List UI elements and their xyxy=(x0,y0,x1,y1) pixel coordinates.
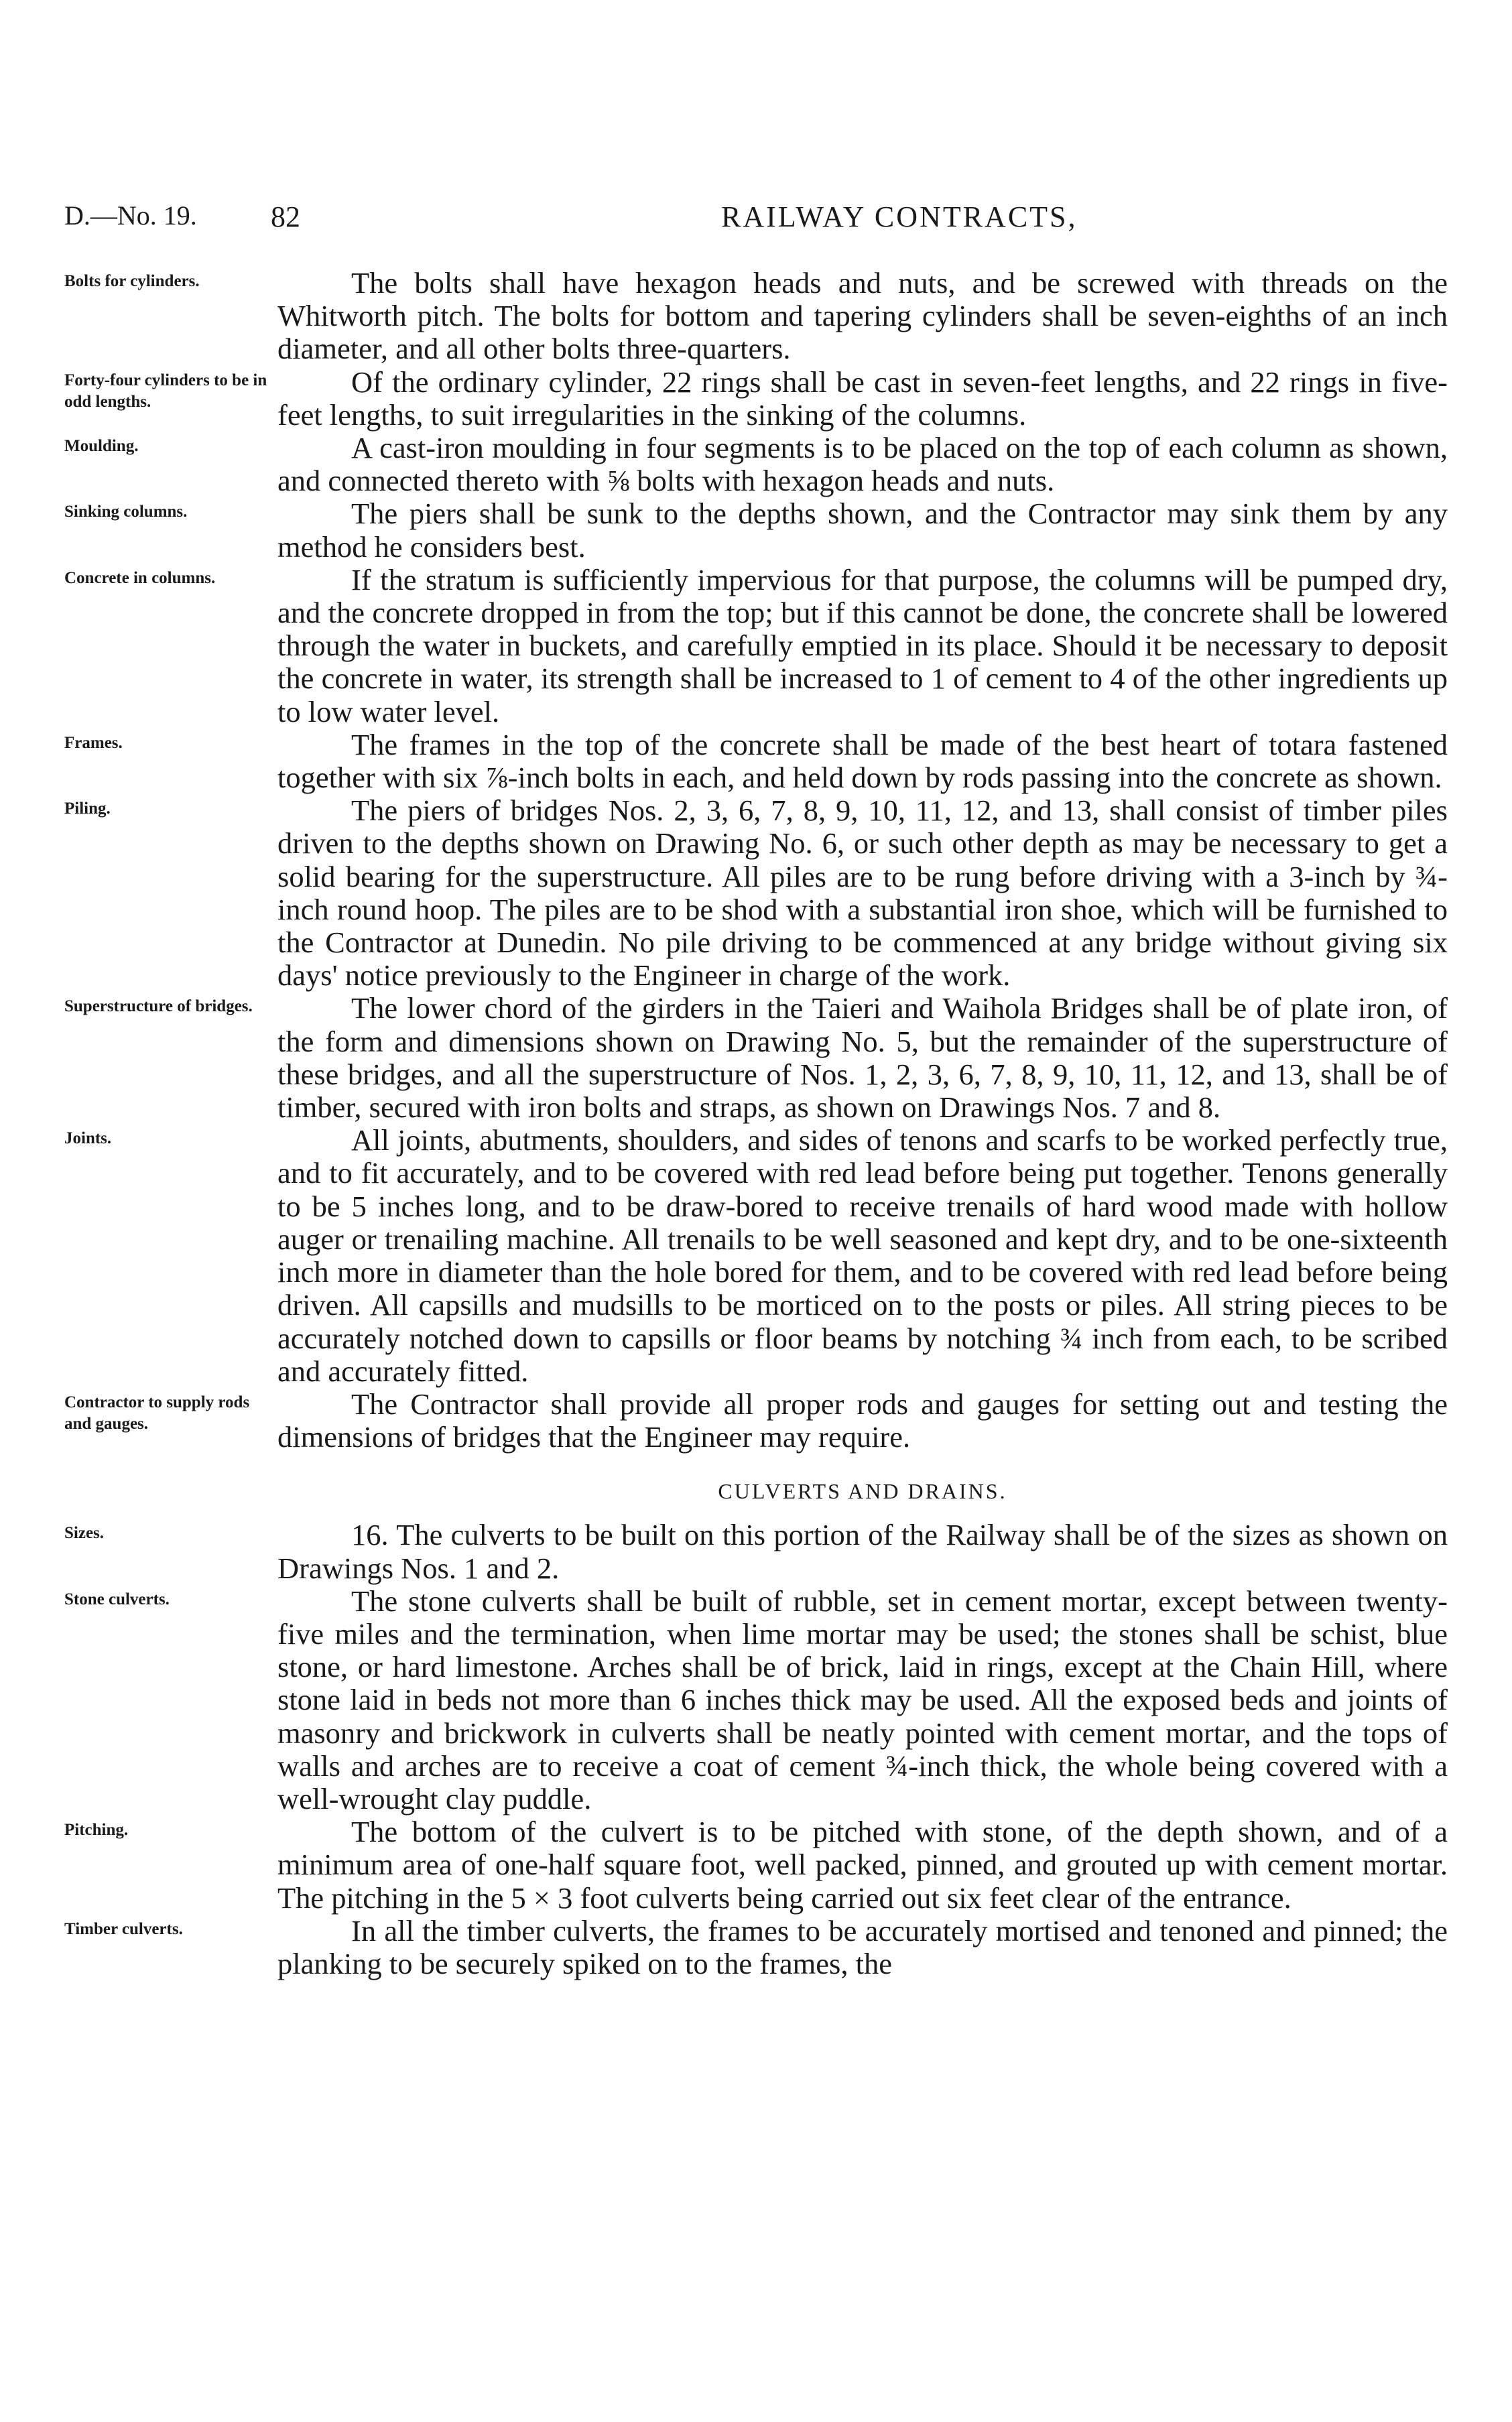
margin-note: Forty-four cylinders to be in odd lengths. xyxy=(64,371,267,411)
paragraph xyxy=(64,1388,1448,1454)
paragraph-text: Of the ordinary cylinder, 22 rings shall be cast in seven-feet lengths, and 22 rings in five-feet lengths, to suit irregularities in the sinking of the columns. xyxy=(277,365,1448,432)
paragraph xyxy=(64,564,1448,728)
page-header xyxy=(64,200,1445,240)
paragraph xyxy=(64,1585,1448,1815)
margin-note: Sizes. xyxy=(64,1524,105,1543)
margin-note: Joints. xyxy=(64,1129,112,1148)
document-number: D.—No. 19. xyxy=(64,200,197,231)
margin-note: Sinking columns. xyxy=(64,503,188,521)
paragraph-text: The piers of bridges Nos. 2, 3, 6, 7, 8, 9, 10, 11, 12, and 13, shall consist of timber piles driven to the depths shown on Drawing No. 6, or such other depth as may be necessary to get a solid bearing for the superstructure. All piles are to be rung before driving with a 3-inch by ¾-inch round hoop. The piles are to be shod with a substantial iron shoe, which will be furnished to the Contractor at Dunedin. No pile driving to be commenced at any bridge without giving six days' notice previously to the Engineer in charge of the work. xyxy=(277,793,1448,993)
paragraph xyxy=(64,267,1448,366)
culverts-section xyxy=(64,1519,1448,1980)
paragraph xyxy=(64,1519,1448,1584)
bridges-section xyxy=(64,267,1448,1454)
paragraph-text: The stone culverts shall be built of rubble, set in cement mortar, except between twenty-five miles and the termination, when lime mortar may be used; the stones shall be schist, blue stone, or hard limestone. Arches shall be of brick, laid in rings, except at the Chain Hill, where stone laid in beds not more than 6 inches thick may be used. All the exposed beds and joints of masonry and brickwork in culverts shall be neatly pointed with cement mortar, and the tops of walls and arches are to receive a coat of cement ¾-inch thick, the whole being covered with a well-wrought clay puddle. xyxy=(277,1584,1448,1815)
paragraph-text: The piers shall be sunk to the depths shown, and the Contractor may sink them by any method he considers best. xyxy=(277,497,1448,564)
margin-note: Moulding. xyxy=(64,437,139,456)
margin-note: Piling. xyxy=(64,800,111,818)
paragraph xyxy=(64,992,1448,1124)
paragraph xyxy=(64,794,1448,992)
margin-note: Concrete in columns. xyxy=(64,568,216,587)
paragraph xyxy=(64,1915,1448,1980)
margin-note: Frames. xyxy=(64,733,123,752)
paragraph-text: If the stratum is sufficiently impervious for that purpose, the columns will be pumped dry, and the concrete dropped in from the top; but if this cannot be done, the concrete shall be lowered through the water in buckets, and carefully emptied in its place. Should it be necessary to deposit the concrete in water, its strength shall be increased to 1 of cement to 4 of the other ingredients up to low water level. xyxy=(277,562,1448,728)
paragraph-text: The bolts shall have hexagon heads and nuts, and be screwed with threads on the Whitworth pitch. The bolts for bottom and tapering cylinders shall be seven-eighths of an inch diameter, and all other bolts three-quarters. xyxy=(277,266,1448,366)
margin-note: Stone culverts. xyxy=(64,1590,170,1608)
paragraph-text: 16. The culverts to be built on this portion of the Railway shall be of the sizes as shown on Drawings Nos. 1 and 2. xyxy=(277,1518,1448,1585)
running-title: RAILWAY CONTRACTS, xyxy=(721,200,1078,233)
margin-note: Contractor to supply rods and gauges. xyxy=(64,1393,250,1433)
paragraph-text: In all the timber culverts, the frames to be accurately mortised and tenoned and pinned; the planking to be securely spiked on to the frames, the xyxy=(277,1913,1448,1980)
paragraph xyxy=(64,432,1448,497)
paragraph xyxy=(64,1815,1448,1915)
paragraph-text: A cast-iron moulding in four segments is to be placed on the top of each column as shown, and connected thereto with ⅝ bolts with hexagon heads and nuts. xyxy=(277,431,1448,498)
paragraph-text: All joints, abutments, shoulders, and sides of tenons and scarfs to be worked perfectly true, and to fit accurately, and to be covered with red lead before being put together. Tenons generally to be 5 inches long, and to be draw-bored to receive trenails of hard wood made with hollow auger or trenailing machine. All trenails to be well seasoned and kept dry, and to be one-sixteenth inch more in diameter than the hole bored for them, and to be covered with red lead before being driven. All capsills and mudsills to be morticed on to the posts or piles. All string pieces to be accurately notched down to capsills or floor beams by notching ¾ inch from each, to be scribed and accurately fitted. xyxy=(277,1123,1448,1388)
page-body xyxy=(64,267,1448,1980)
page-number: 82 xyxy=(271,200,300,233)
paragraph-text: The lower chord of the girders in the Taieri and Waihola Bridges shall be of plate iron, of the form and dimensions shown on Drawing No. 5, but the remainder of the superstructure of these bridges, and all the superstructure of Nos. 1, 2, 3, 6, 7, 8, 9, 10, 11, 12, and 13, shall be of timber, secured with iron bolts and straps, as shown on Drawings Nos. 7 and 8. xyxy=(277,991,1448,1125)
margin-note: Timber culverts. xyxy=(64,1919,183,1938)
margin-note: Pitching. xyxy=(64,1821,129,1840)
paragraph-text: The Contractor shall provide all proper rods and gauges for setting out and testing the dimensions of bridges that the Engineer may require. xyxy=(277,1387,1448,1454)
paragraph-text: The frames in the top of the concrete shall be made of the best heart of totara fastened together with six ⅞-inch bolts in each, and held down by rods passing into the concrete as shown. xyxy=(277,727,1448,795)
paragraph xyxy=(64,366,1448,432)
paragraph xyxy=(64,497,1448,563)
margin-note: Superstructure of bridges. xyxy=(64,997,253,1016)
paragraph xyxy=(64,1124,1448,1388)
paragraph-text: The bottom of the culvert is to be pitched with stone, of the depth shown, and of a minimum area of one-half square foot, well packed, pinned, and grouted up with cement mortar. The pitching in the 5 × 3 foot culverts being carried out six feet clear of the entrance. xyxy=(277,1815,1448,1915)
section-heading: CULVERTS AND DRAINS. xyxy=(718,1479,1007,1504)
margin-note: Bolts for cylinders. xyxy=(64,272,200,290)
paragraph xyxy=(64,728,1448,794)
